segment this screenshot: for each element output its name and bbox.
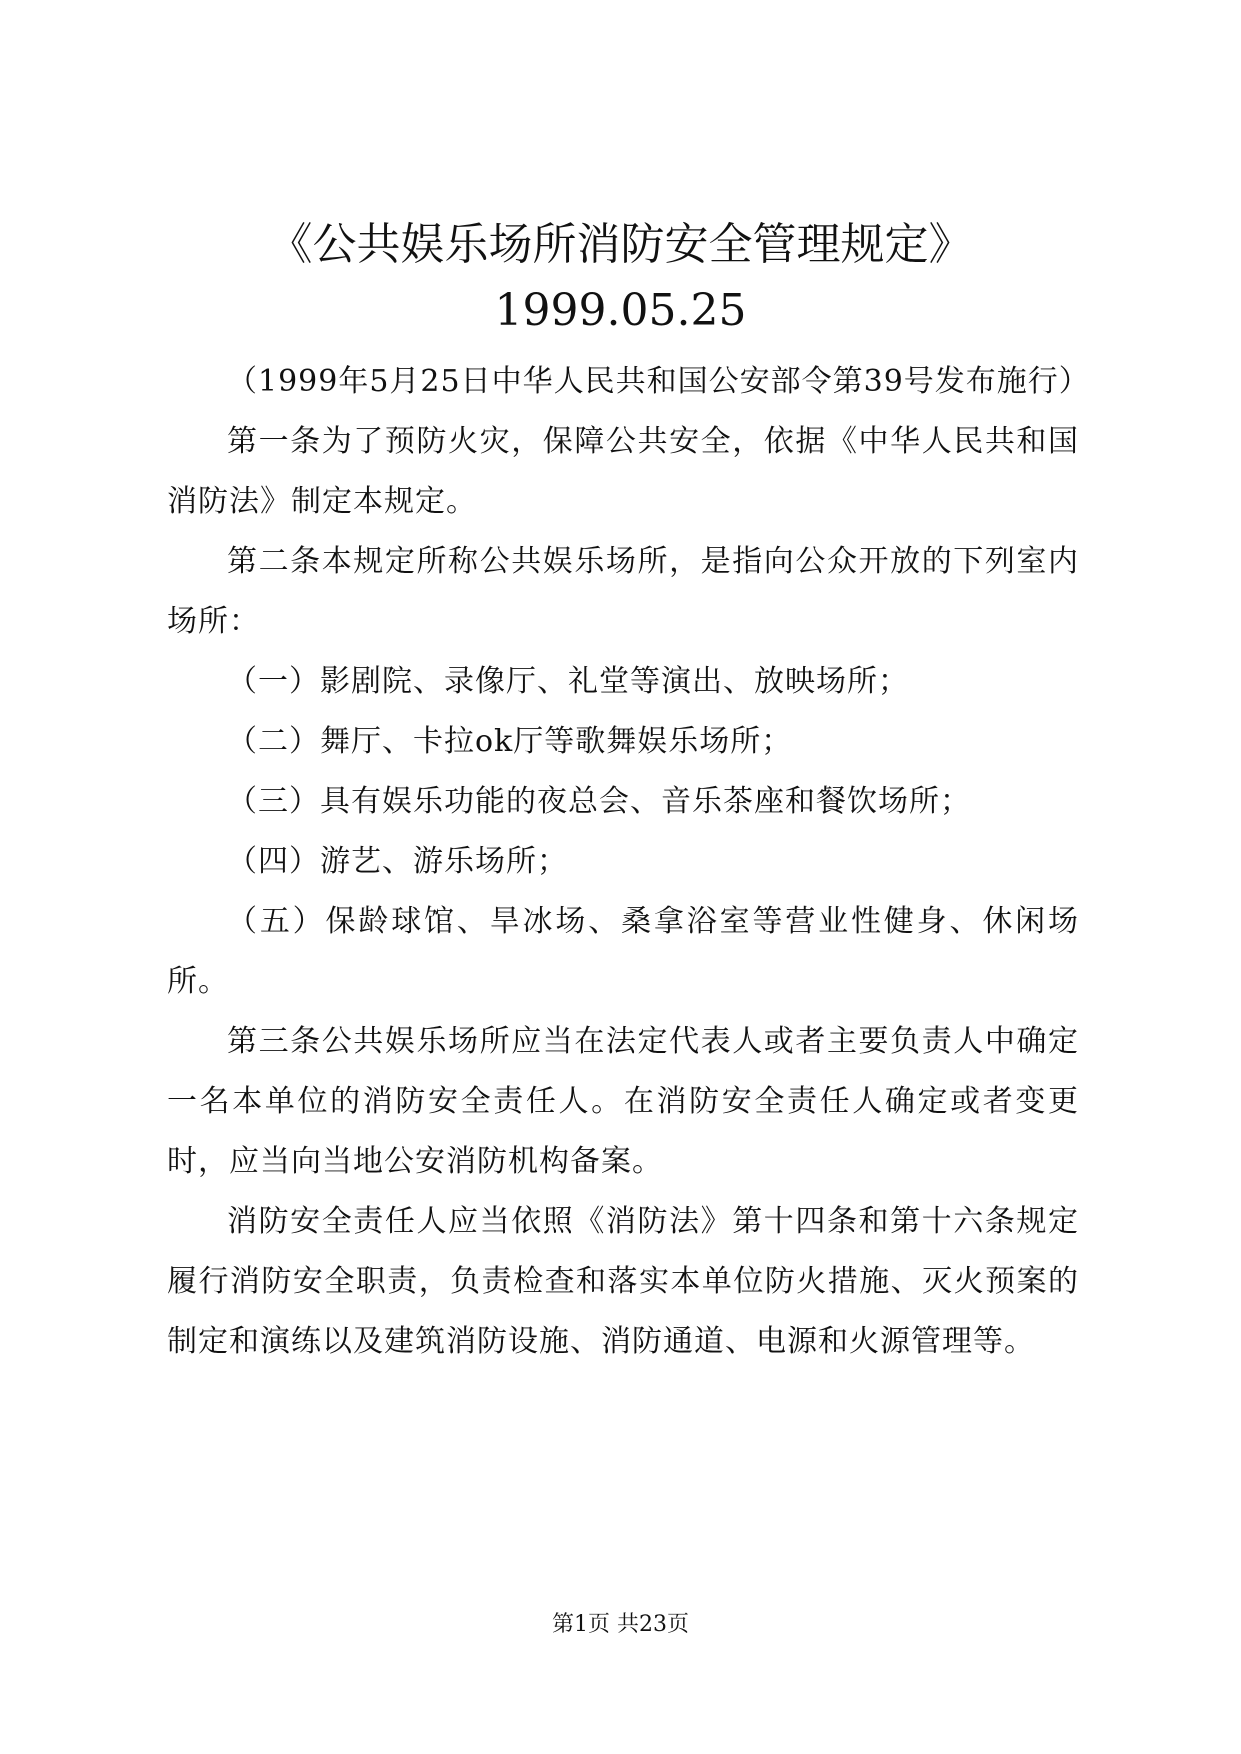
paragraph: （四）游艺、游乐场所； <box>227 844 568 879</box>
page-footer <box>0 1610 1241 1640</box>
paragraph: （三）具有娱乐功能的夜总会、音乐茶座和餐饮场所； <box>227 784 971 819</box>
paragraph: 第一条为了预防火灾，保障公共安全，依据《中华人民共和国消防法》制定本规定。 <box>167 424 1079 519</box>
paragraph: 第二条本规定所称公共娱乐场所，是指向公众开放的下列室内场所： <box>167 544 1079 639</box>
paragraph: （五）保龄球馆、旱冰场、桑拿浴室等营业性健身、休闲场所。 <box>167 904 1079 999</box>
document-date: 1999.05.25 <box>494 285 747 336</box>
document-title: 《公共娱乐场所消防安全管理规定》 <box>268 219 973 270</box>
paragraph: （二）舞厅、卡拉ok厅等歌舞娱乐场所； <box>227 724 793 759</box>
paragraph: 第三条公共娱乐场所应当在法定代表人或者主要负责人中确定一名本单位的消防安全责任人。在消防安全责任人确定或者变更时，应当向当地公安消防机构备案。 <box>167 1024 1079 1179</box>
title-block <box>0 212 1241 344</box>
document-body <box>167 352 1090 1372</box>
paragraph: （一）影剧院、录像厅、礼堂等演出、放映场所； <box>227 664 909 699</box>
page-indicator: 第1页 共23页 <box>552 1612 689 1637</box>
paragraph: （1999年5月25日中华人民共和国公安部令第39号发布施行） <box>227 364 1090 399</box>
paragraph: 消防安全责任人应当依照《消防法》第十四条和第十六条规定履行消防安全职责，负责检查和落实本单位防火措施、灭火预案的制定和演练以及建筑消防设施、消防通道、电源和火源管理等。 <box>167 1204 1079 1359</box>
